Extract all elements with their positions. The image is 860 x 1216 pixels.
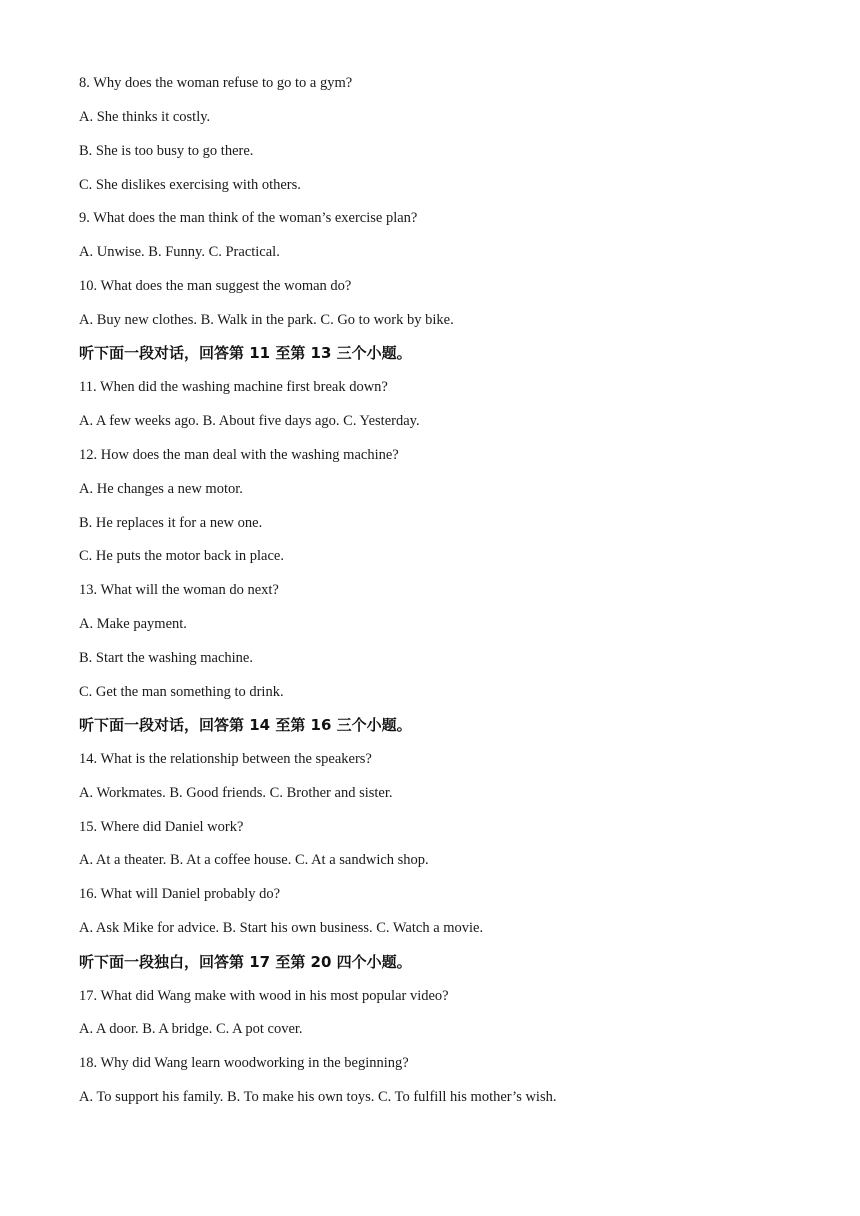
question-10-options: A. Buy new clothes. B. Walk in the park. C. Go to work by bike.	[79, 312, 454, 328]
question-13-option-a: A. Make payment.	[79, 616, 187, 632]
section-heading-17-20: 听下面一段独白，回答第 17 至第 20 四个小题。	[79, 953, 412, 971]
section-heading-14-16: 听下面一段对话，回答第 14 至第 16 三个小题。	[79, 716, 412, 734]
question-13-option-c: C. Get the man something to drink.	[79, 684, 284, 700]
question-12-option-b: B. He replaces it for a new one.	[79, 515, 263, 531]
question-8: 8. Why does the woman refuse to go to a gym?	[79, 75, 353, 91]
section-heading-11-13: 听下面一段对话，回答第 11 至第 13 三个小题。	[79, 344, 412, 362]
question-12: 12. How does the man deal with the washing machine?	[79, 447, 399, 463]
question-8-option-a: A. She thinks it costly.	[79, 109, 211, 125]
question-12-option-c: C. He puts the motor back in place.	[79, 548, 284, 564]
question-14-options: A. Workmates. B. Good friends. C. Brother and sister.	[79, 785, 393, 801]
question-11-options: A. A few weeks ago. B. About five days ago. C. Yesterday.	[79, 413, 420, 429]
question-15: 15. Where did Daniel work?	[79, 819, 244, 835]
question-18-options: A. To support his family. B. To make his own toys. C. To fulfill his mother’s wish.	[79, 1089, 557, 1105]
question-16-options: A. Ask Mike for advice. B. Start his own business. C. Watch a movie.	[79, 920, 484, 936]
question-12-option-a: A. He changes a new motor.	[79, 481, 243, 497]
question-15-options: A. At a theater. B. At a coffee house. C. At a sandwich shop.	[79, 852, 429, 868]
question-11: 11. When did the washing machine first break down?	[79, 379, 388, 395]
question-14: 14. What is the relationship between the speakers?	[79, 751, 372, 767]
question-9: 9. What does the man think of the woman’s exercise plan?	[79, 210, 418, 226]
question-13: 13. What will the woman do next?	[79, 582, 279, 598]
question-8-option-c: C. She dislikes exercising with others.	[79, 177, 301, 193]
question-17: 17. What did Wang make with wood in his most popular video?	[79, 988, 449, 1004]
question-16: 16. What will Daniel probably do?	[79, 886, 281, 902]
question-13-option-b: B. Start the washing machine.	[79, 650, 253, 666]
question-8-option-b: B. She is too busy to go there.	[79, 143, 254, 159]
question-17-options: A. A door. B. A bridge. C. A pot cover.	[79, 1021, 303, 1037]
question-9-options: A. Unwise. B. Funny. C. Practical.	[79, 244, 280, 260]
question-10: 10. What does the man suggest the woman do?	[79, 278, 352, 294]
question-18: 18. Why did Wang learn woodworking in the beginning?	[79, 1055, 409, 1071]
